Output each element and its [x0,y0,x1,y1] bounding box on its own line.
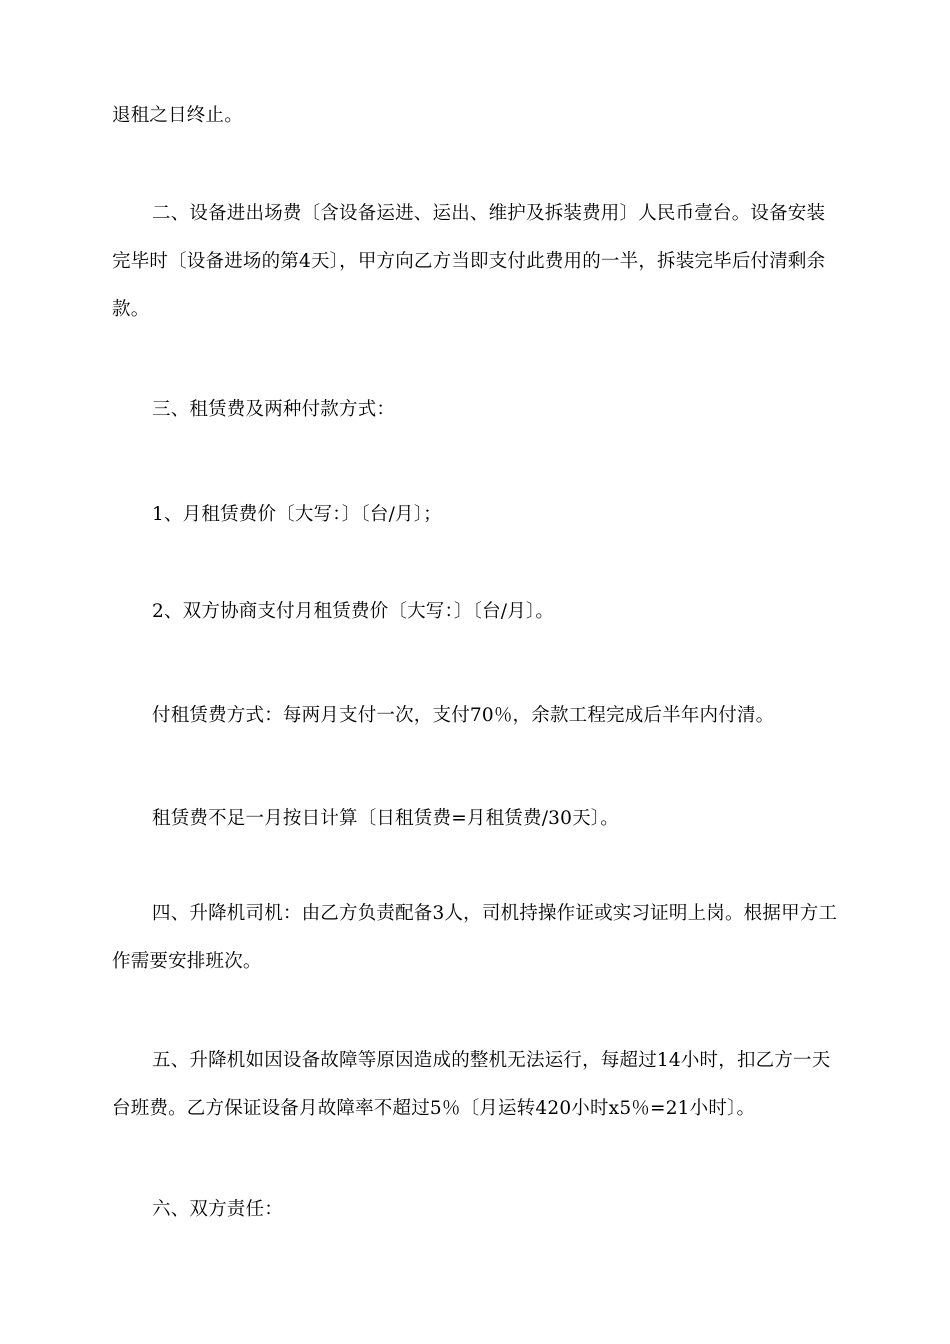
paragraph-section-2: 二、设备进出场费〔含设备运进、运出、维护及拆装费用〕人民币壹台。设备安装完毕时〔设备进场的第4天〕，甲方向乙方当即支付此费用的一半，拆装完毕后付清剩余款。 [112,203,826,320]
paragraph-item-1: 1、月租赁费价〔大写：〕〔台/月〕； [152,504,442,525]
paragraph-section-3: 三、租赁费及两种付款方式： [152,399,396,420]
paragraph-item-2: 2、双方协商支付月租赁费价〔大写：〕〔台/月〕。 [152,601,555,622]
paragraph-continuation: 退租之日终止。 [112,105,243,126]
paragraph-payment-method: 付租赁费方式：每两月支付一次，支付70％，余款工程完成后半年内付清。 [152,705,775,726]
paragraph-section-6: 六、双方责任： [152,1199,283,1220]
paragraph-section-4: 四、升降机司机：由乙方负责配备3人，司机持操作证或实习证明上岗。根据甲方工作需要安排班次。 [112,903,838,972]
paragraph-daily-rate: 租赁费不足一月按日计算〔日租赁费=月租赁费/30天〕。 [152,808,619,829]
paragraph-section-5: 五、升降机如因设备故障等原因造成的整机无法运行，每超过14小时，扣乙方一天台班费。乙方保证设备月故障率不超过5％〔月运转420小时x5％=21小时〕。 [112,1050,831,1119]
